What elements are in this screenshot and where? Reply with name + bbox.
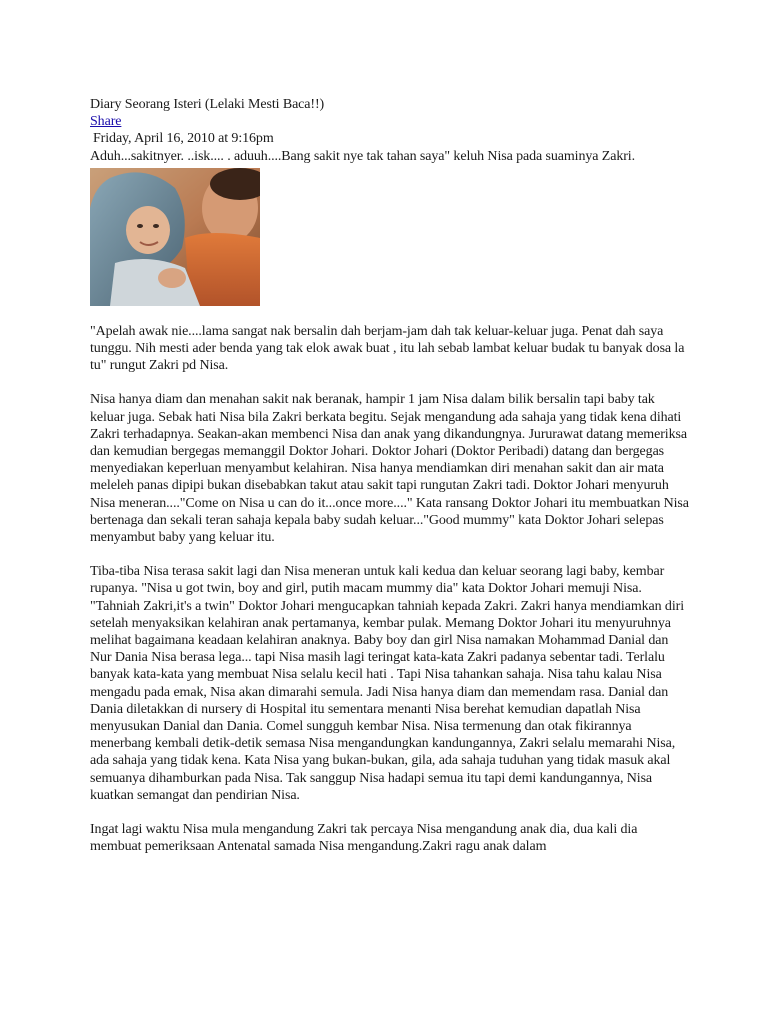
mother-and-child-photo xyxy=(90,168,260,306)
story-paragraph: Nisa hanya diam dan menahan sakit nak beranak, hampir 1 jam Nisa dalam bilik bersalin tapi baby tak keluar juga. Sebak hati Nisa bila Zakri berkata begitu. Sejak mengandung ada sahaja yang tidak kena dihati Zakri terhadapnya. Seakan-akan membenci Nisa dan anak yang dikandungnya. Jururawat datang memeriksa dan kemudian bergegas memanggil Doktor Johari. Doktor Johari (Doktor Peribadi) datang dan bergegas menyediakan keperluan menyambut kelahiran. Nisa hanya mendiamkan diri menahan sakit dan air mata meleleh panas dipipi bukan disebabkan takut atau sakit tapi rungutan Zakri tadi. Doktor Johari menyuruh Nisa meneran...."Come on Nisa u can do it...once more...." Kata ransang Doktor Johari itu membuatkan Nisa bertenaga dan sekali teran sahaja kepala baby sudah keluar..."Good mummy" kata Doktor Johari selepas menyambut baby yang keluar itu. xyxy=(90,392,689,546)
post-content xyxy=(90,96,690,856)
story-paragraph: Ingat lagi waktu Nisa mula mengandung Zakri tak percaya Nisa mengandung anak dia, dua kali dia membuat pemeriksaan Antenatal samada Nisa mengandung.Zakri ragu anak dalam xyxy=(90,822,638,855)
post-title: Diary Seorang Isteri (Lelaki Mesti Baca!!) xyxy=(90,97,325,112)
story-paragraph: "Apelah awak nie....lama sangat nak bersalin dah berjam-jam dah tak keluar-keluar juga. Penat dah saya tunggu. Nih mesti ader benda yang tak elok awak buat , itu lah sebab lambat keluar budak tu banyak dosa la tu" rungut Zakri pd Nisa. xyxy=(90,323,685,374)
story-paragraph: Tiba-tiba Nisa terasa sakit lagi dan Nisa meneran untuk kali kedua dan keluar seorang lagi baby, kembar rupanya. "Nisa u got twin, boy and girl, putih macam mummy dia" kata Doktor Johari memuji Nisa. "Tahniah Zakri,it's a twin" Doktor Johari mengucapkan tahniah kepada Zakri. Zakri hanya mendiamkan diri setelah menyaksikan kelahiran anak pertamanya, kembar pulak. Memang Doktor Johari itu menyuruhnya melihat bagaimana keadaan kelahiran anaknya. Baby boy dan girl Nisa namakan Mohammad Danial dan Nur Dania Nisa berasa lega... tapi Nisa masih lagi teringat kata-kata Zakri padanya sebentar tadi. Terlalu banyak kata-kata yang membuat Nisa selalu kecil hati . Tapi Nisa tahankan sahaja. Nisa tahu kalau Nisa mengadu pada emak, Nisa akan dimarahi semula. Jadi Nisa hanya diam dan memendam rasa. Danial dan Dania diletakkan di nursery di Hospital itu sementara menanti Nisa berehat kemudian dapatlah Nisa menyusukan Danial dan Dania. Comel sungguh kembar Nisa. Nisa termenung dan otak fikirannya menerbang kembali detik-detik semasa Nisa mengandungkan kandungannya, Zakri selalu memarahi Nisa, ada sahaja yang tidak kena. Kata Nisa yang bukan-bukan, gila, ada sahaja tuduhan yang tidak masuk akal semuanya dihamburkan pada Nisa. Tak sanggup Nisa hadapi semua itu tapi demi kandungannya, Nisa kuatkan semangat dan pendirian Nisa. xyxy=(90,564,684,803)
share-link[interactable]: Share xyxy=(90,114,122,130)
intro-paragraph: Aduh...sakitnyer. ..isk.... . aduuh....Bang sakit nye tak tahan saya" keluh Nisa pada suaminya Zakri. xyxy=(90,148,635,164)
post-date: Friday, April 16, 2010 at 9:16pm xyxy=(93,131,274,147)
